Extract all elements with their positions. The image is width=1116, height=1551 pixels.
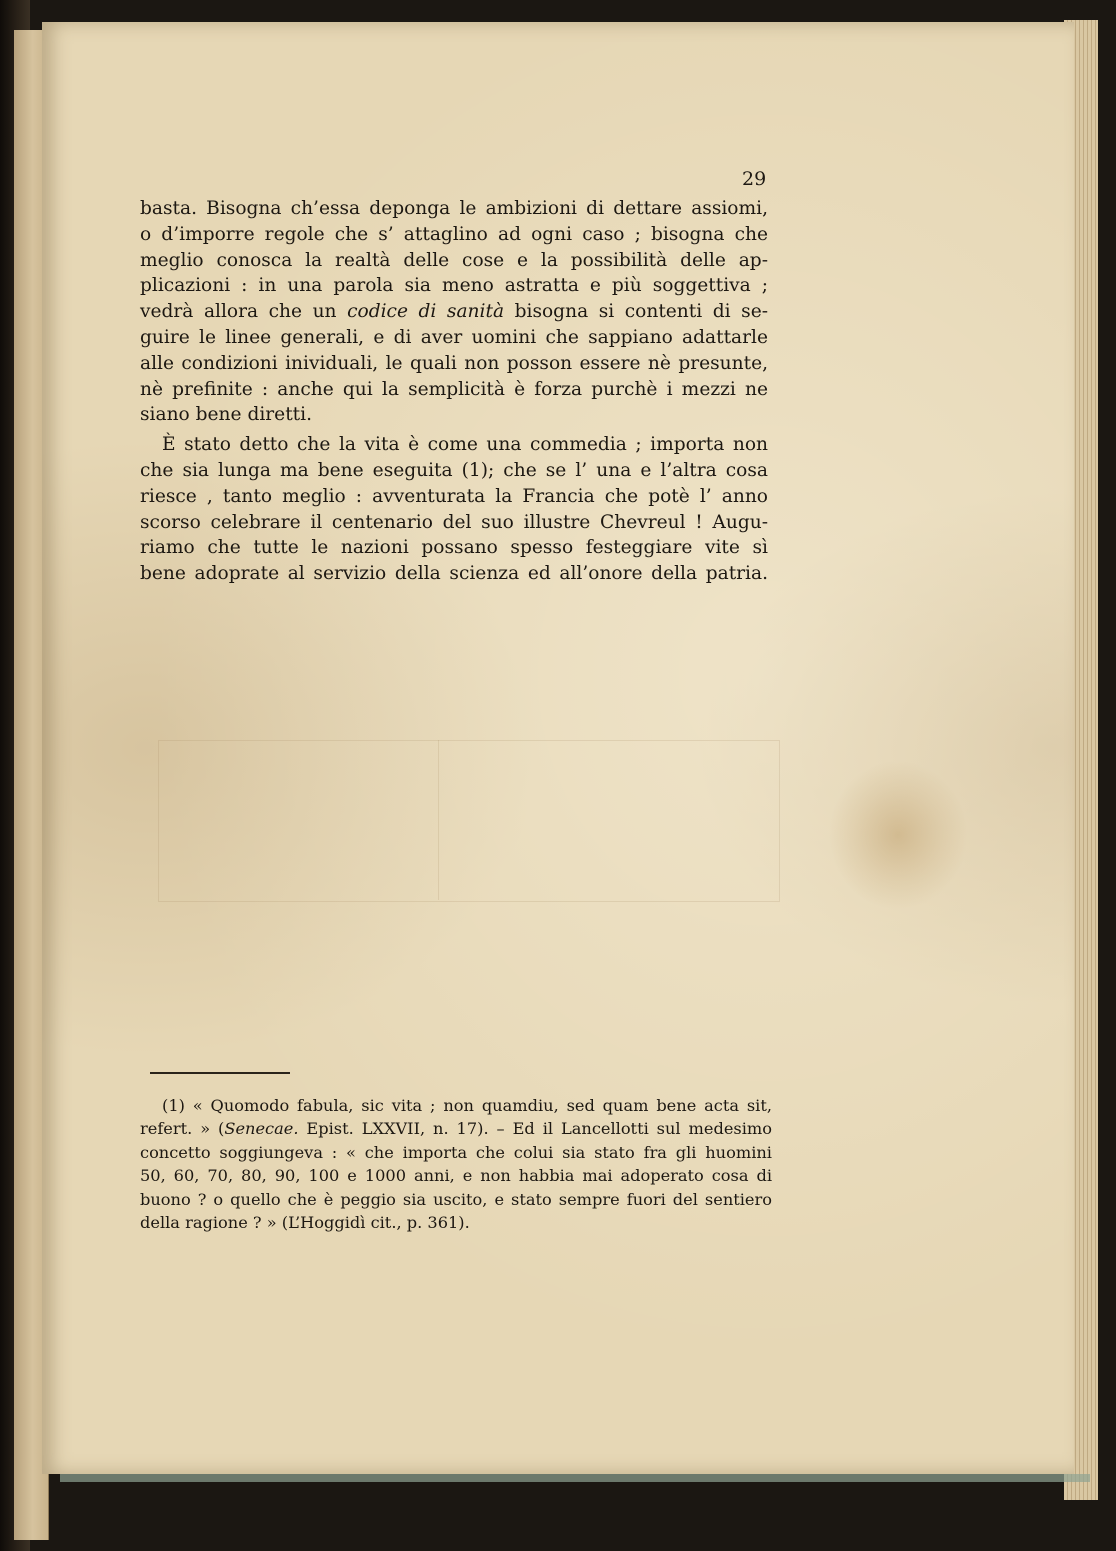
text-run: refert. » ( xyxy=(140,1119,225,1139)
text-line: È stato detto che la vita è come una commedia ; importa non xyxy=(162,434,768,456)
text-line: meglio conosca la realtà delle cose e la possibilità delle ap- xyxy=(140,249,768,271)
text-line: bene adoprate al servizio della scienza ed all’onore della patria. xyxy=(140,563,768,585)
text-run: Epist. LXXVII, n. 17). – Ed il Lancellotti sul medesimo xyxy=(298,1119,772,1139)
text-line: nè prefinite : anche qui la semplicità è forza purchè i mezzi ne xyxy=(140,378,768,400)
footnote xyxy=(140,1094,772,1234)
footnote-rule xyxy=(150,1072,290,1074)
text-line: plicazioni : in una parola sia meno astratta e più soggettiva ; xyxy=(140,275,768,297)
text-line: riamo che tutte le nazioni possano spesso festeggiare vite sì xyxy=(140,537,768,559)
paper-stain xyxy=(828,760,968,910)
footnote-line: della ragione ? » (L’Hoggidì cit., p. 361). xyxy=(140,1212,470,1232)
text-line: o d’imporre regole che s’ attaglino ad ogni caso ; bisogna che xyxy=(140,223,768,245)
page-number: 29 xyxy=(742,168,767,190)
text-line: che sia lunga ma bene eseguita (1); che se l’ una e l’altra cosa xyxy=(140,459,768,481)
text-line: guire le linee generali, e di aver uomini che sappiano adattarle xyxy=(140,326,768,348)
text-line: riesce , tanto meglio : avventurata la Francia che potè l’ anno xyxy=(140,485,768,507)
italic-term: codice di sanità xyxy=(347,301,505,323)
text-run: vedrà allora che un xyxy=(140,301,348,323)
bottom-edge-strip xyxy=(60,1474,1090,1482)
footnote-line: 50, 60, 70, 80, 90, 100 e 1000 anni, e non habbia mai adoperato cosa di xyxy=(140,1166,772,1186)
show-through-divider xyxy=(438,740,439,900)
text-run: bisogna si contenti di se- xyxy=(504,301,768,323)
text-line: siano bene diretti. xyxy=(140,404,312,426)
text-line: scorso celebrare il centenario del suo illustre Chevreul ! Augu- xyxy=(140,511,768,533)
footnote-line: (1) « Quomodo fabula, sic vita ; non quamdiu, sed quam bene acta sit, xyxy=(162,1096,772,1115)
italic-term: Senecae. xyxy=(224,1119,299,1139)
text-line: alle condizioni inividuali, le quali non posson essere nè presunte, xyxy=(140,352,768,374)
footnote-line xyxy=(140,1117,772,1140)
footnote-line: concetto soggiungeva : « che importa che colui sia stato fra gli huomini xyxy=(140,1142,772,1162)
paragraph-2 xyxy=(140,432,768,587)
show-through-box xyxy=(158,740,780,902)
text-line: basta. Bisogna ch’essa deponga le ambizioni di dettare assiomi, xyxy=(140,198,768,219)
footnote-line: buono ? o quello che è peggio sia uscito, e stato sempre fuori del sentiero xyxy=(140,1189,772,1209)
body-text xyxy=(140,196,768,587)
text-line xyxy=(140,299,768,325)
paragraph-1 xyxy=(140,196,768,428)
